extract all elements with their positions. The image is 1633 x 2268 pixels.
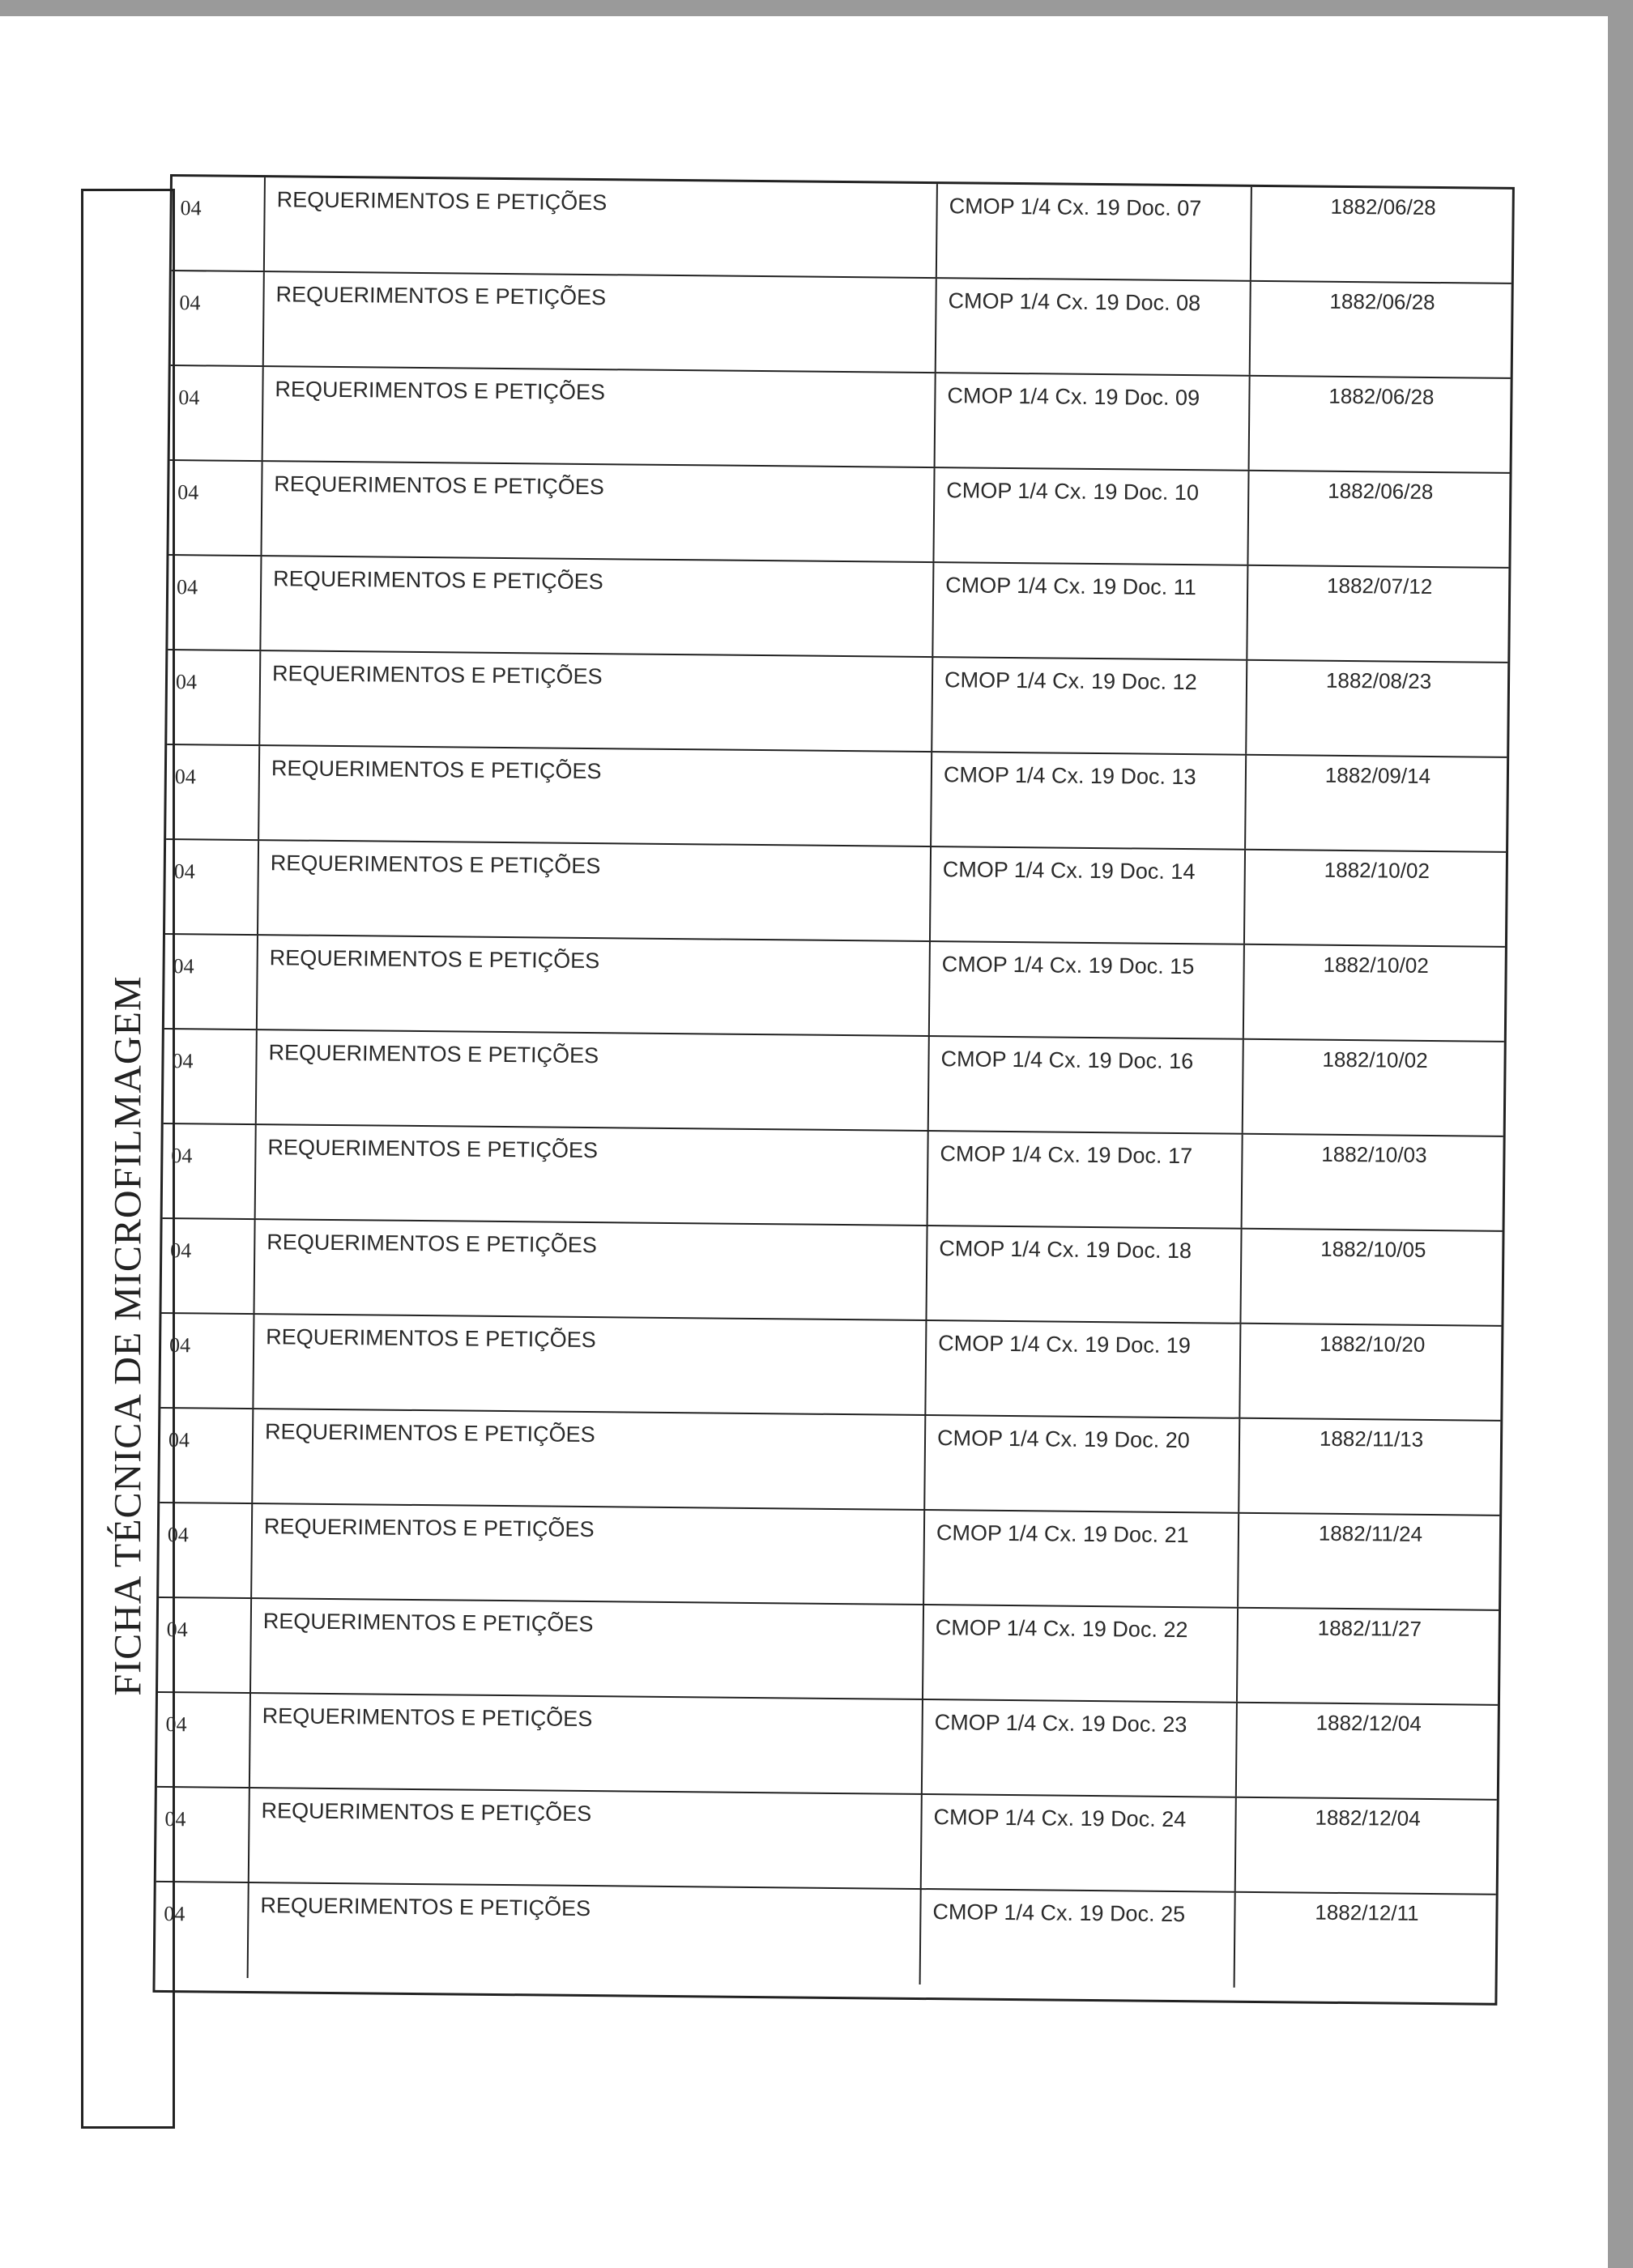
row-number: 04	[159, 1503, 253, 1597]
table-row	[158, 1598, 1499, 1706]
row-number: 04	[160, 1314, 254, 1408]
row-title: REQUERIMENTOS E PETIÇÕES	[257, 1030, 930, 1130]
sidebar-title: FICHA TÉCNICA DE MICROFILMAGEM	[106, 975, 150, 1696]
row-title: REQUERIMENTOS E PETIÇÕES	[254, 1315, 927, 1414]
document-page	[0, 16, 1608, 2268]
row-reference: CMOP 1/4 Cx. 19 Doc. 11	[933, 563, 1248, 659]
documents-table	[152, 174, 1514, 2006]
row-title: REQUERIMENTOS E PETIÇÕES	[252, 1504, 925, 1604]
row-date: 1882/10/05	[1320, 1236, 1426, 1262]
row-number: 04	[156, 1788, 250, 1882]
row-number: 04	[171, 271, 265, 365]
row-title: REQUERIMENTOS E PETIÇÕES	[263, 367, 936, 467]
row-number: 04	[157, 1693, 251, 1787]
row-number: 04	[167, 650, 261, 744]
row-number: 04	[158, 1598, 252, 1692]
table-row	[161, 1219, 1502, 1327]
row-number: 04	[170, 366, 264, 460]
row-date: 1882/12/04	[1315, 1805, 1421, 1831]
row-reference: CMOP 1/4 Cx. 19 Doc. 16	[929, 1037, 1244, 1133]
row-number: 04	[160, 1409, 254, 1503]
row-date: 1882/12/11	[1315, 1899, 1419, 1925]
table-row	[172, 177, 1512, 284]
row-number: 04	[165, 840, 259, 934]
row-reference: CMOP 1/4 Cx. 19 Doc. 08	[936, 279, 1251, 375]
table-row	[167, 650, 1507, 758]
row-number: 04	[168, 461, 262, 555]
row-number: 04	[172, 177, 266, 271]
row-title: REQUERIMENTOS E PETIÇÕES	[249, 1883, 922, 1985]
row-reference: CMOP 1/4 Cx. 19 Doc. 10	[934, 468, 1249, 565]
row-reference: CMOP 1/4 Cx. 19 Doc. 23	[923, 1700, 1238, 1797]
table-row	[160, 1314, 1501, 1422]
table-row	[168, 461, 1509, 569]
row-number: 04	[168, 556, 262, 650]
row-date: 1882/09/14	[1324, 762, 1431, 788]
row-reference: CMOP 1/4 Cx. 19 Doc. 07	[937, 184, 1252, 280]
row-number: 04	[164, 935, 258, 1029]
table-row	[163, 1124, 1503, 1232]
row-title: REQUERIMENTOS E PETIÇÕES	[255, 1220, 928, 1319]
row-date: 1882/11/13	[1319, 1426, 1424, 1452]
row-title: REQUERIMENTOS E PETIÇÕES	[264, 272, 937, 372]
row-title: REQUERIMENTOS E PETIÇÕES	[256, 1125, 929, 1225]
row-reference: CMOP 1/4 Cx. 19 Doc. 22	[923, 1605, 1239, 1702]
row-title: REQUERIMENTOS E PETIÇÕES	[253, 1409, 926, 1509]
row-reference: CMOP 1/4 Cx. 19 Doc. 17	[928, 1132, 1243, 1228]
row-title: REQUERIMENTOS E PETIÇÕES	[265, 177, 938, 277]
row-date: 1882/06/28	[1328, 383, 1435, 409]
row-date: 1882/07/12	[1326, 573, 1433, 599]
row-date: 1882/10/03	[1321, 1141, 1427, 1167]
row-number: 04	[163, 1124, 257, 1218]
row-date: 1882/10/02	[1322, 1047, 1428, 1072]
row-date: 1882/06/28	[1328, 478, 1434, 504]
table-row	[156, 1788, 1497, 1895]
row-number: 04	[164, 1030, 258, 1123]
table-row	[157, 1693, 1498, 1801]
row-date: 1882/11/24	[1318, 1520, 1423, 1546]
row-date: 1882/06/28	[1329, 288, 1435, 314]
row-title: REQUERIMENTOS E PETIÇÕES	[249, 1788, 923, 1888]
table-row	[156, 1882, 1496, 1990]
row-reference: CMOP 1/4 Cx. 19 Doc. 12	[932, 658, 1247, 754]
table-row	[170, 366, 1511, 474]
row-reference: CMOP 1/4 Cx. 19 Doc. 25	[921, 1890, 1236, 1988]
table-row	[164, 1030, 1504, 1137]
table-row	[164, 935, 1505, 1042]
row-date: 1882/11/27	[1317, 1615, 1422, 1641]
row-date: 1882/10/02	[1323, 952, 1429, 978]
row-reference: CMOP 1/4 Cx. 19 Doc. 14	[931, 847, 1246, 944]
row-title: REQUERIMENTOS E PETIÇÕES	[262, 462, 935, 561]
row-title: REQUERIMENTOS E PETIÇÕES	[251, 1599, 924, 1699]
row-title: REQUERIMENTOS E PETIÇÕES	[250, 1694, 923, 1793]
row-date: 1882/06/28	[1330, 194, 1436, 220]
row-reference: CMOP 1/4 Cx. 19 Doc. 20	[925, 1416, 1240, 1512]
row-date: 1882/12/04	[1315, 1710, 1422, 1736]
row-title: REQUERIMENTOS E PETIÇÕES	[261, 556, 934, 656]
row-reference: CMOP 1/4 Cx. 19 Doc. 09	[936, 373, 1251, 470]
row-date: 1882/08/23	[1325, 667, 1432, 693]
table-row	[166, 745, 1507, 853]
row-reference: CMOP 1/4 Cx. 19 Doc. 18	[927, 1226, 1242, 1323]
row-reference: CMOP 1/4 Cx. 19 Doc. 21	[924, 1511, 1239, 1607]
row-reference: CMOP 1/4 Cx. 19 Doc. 15	[930, 942, 1245, 1038]
table-row	[171, 271, 1511, 379]
row-date: 1882/10/20	[1319, 1331, 1426, 1357]
table-row	[168, 556, 1508, 663]
row-date: 1882/10/02	[1324, 857, 1430, 883]
row-title: REQUERIMENTOS E PETIÇÕES	[260, 651, 933, 751]
row-number: 04	[166, 745, 260, 839]
row-title: REQUERIMENTOS E PETIÇÕES	[258, 936, 931, 1035]
row-title: REQUERIMENTOS E PETIÇÕES	[259, 746, 932, 846]
row-reference: CMOP 1/4 Cx. 19 Doc. 13	[932, 752, 1247, 849]
row-reference: CMOP 1/4 Cx. 19 Doc. 24	[922, 1795, 1237, 1891]
table-row	[160, 1409, 1500, 1516]
row-reference: CMOP 1/4 Cx. 19 Doc. 19	[926, 1321, 1241, 1418]
row-number: 04	[156, 1882, 249, 1978]
row-title: REQUERIMENTOS E PETIÇÕES	[258, 841, 932, 940]
table-row	[159, 1503, 1499, 1611]
row-number: 04	[162, 1219, 256, 1313]
table-row	[165, 840, 1506, 948]
